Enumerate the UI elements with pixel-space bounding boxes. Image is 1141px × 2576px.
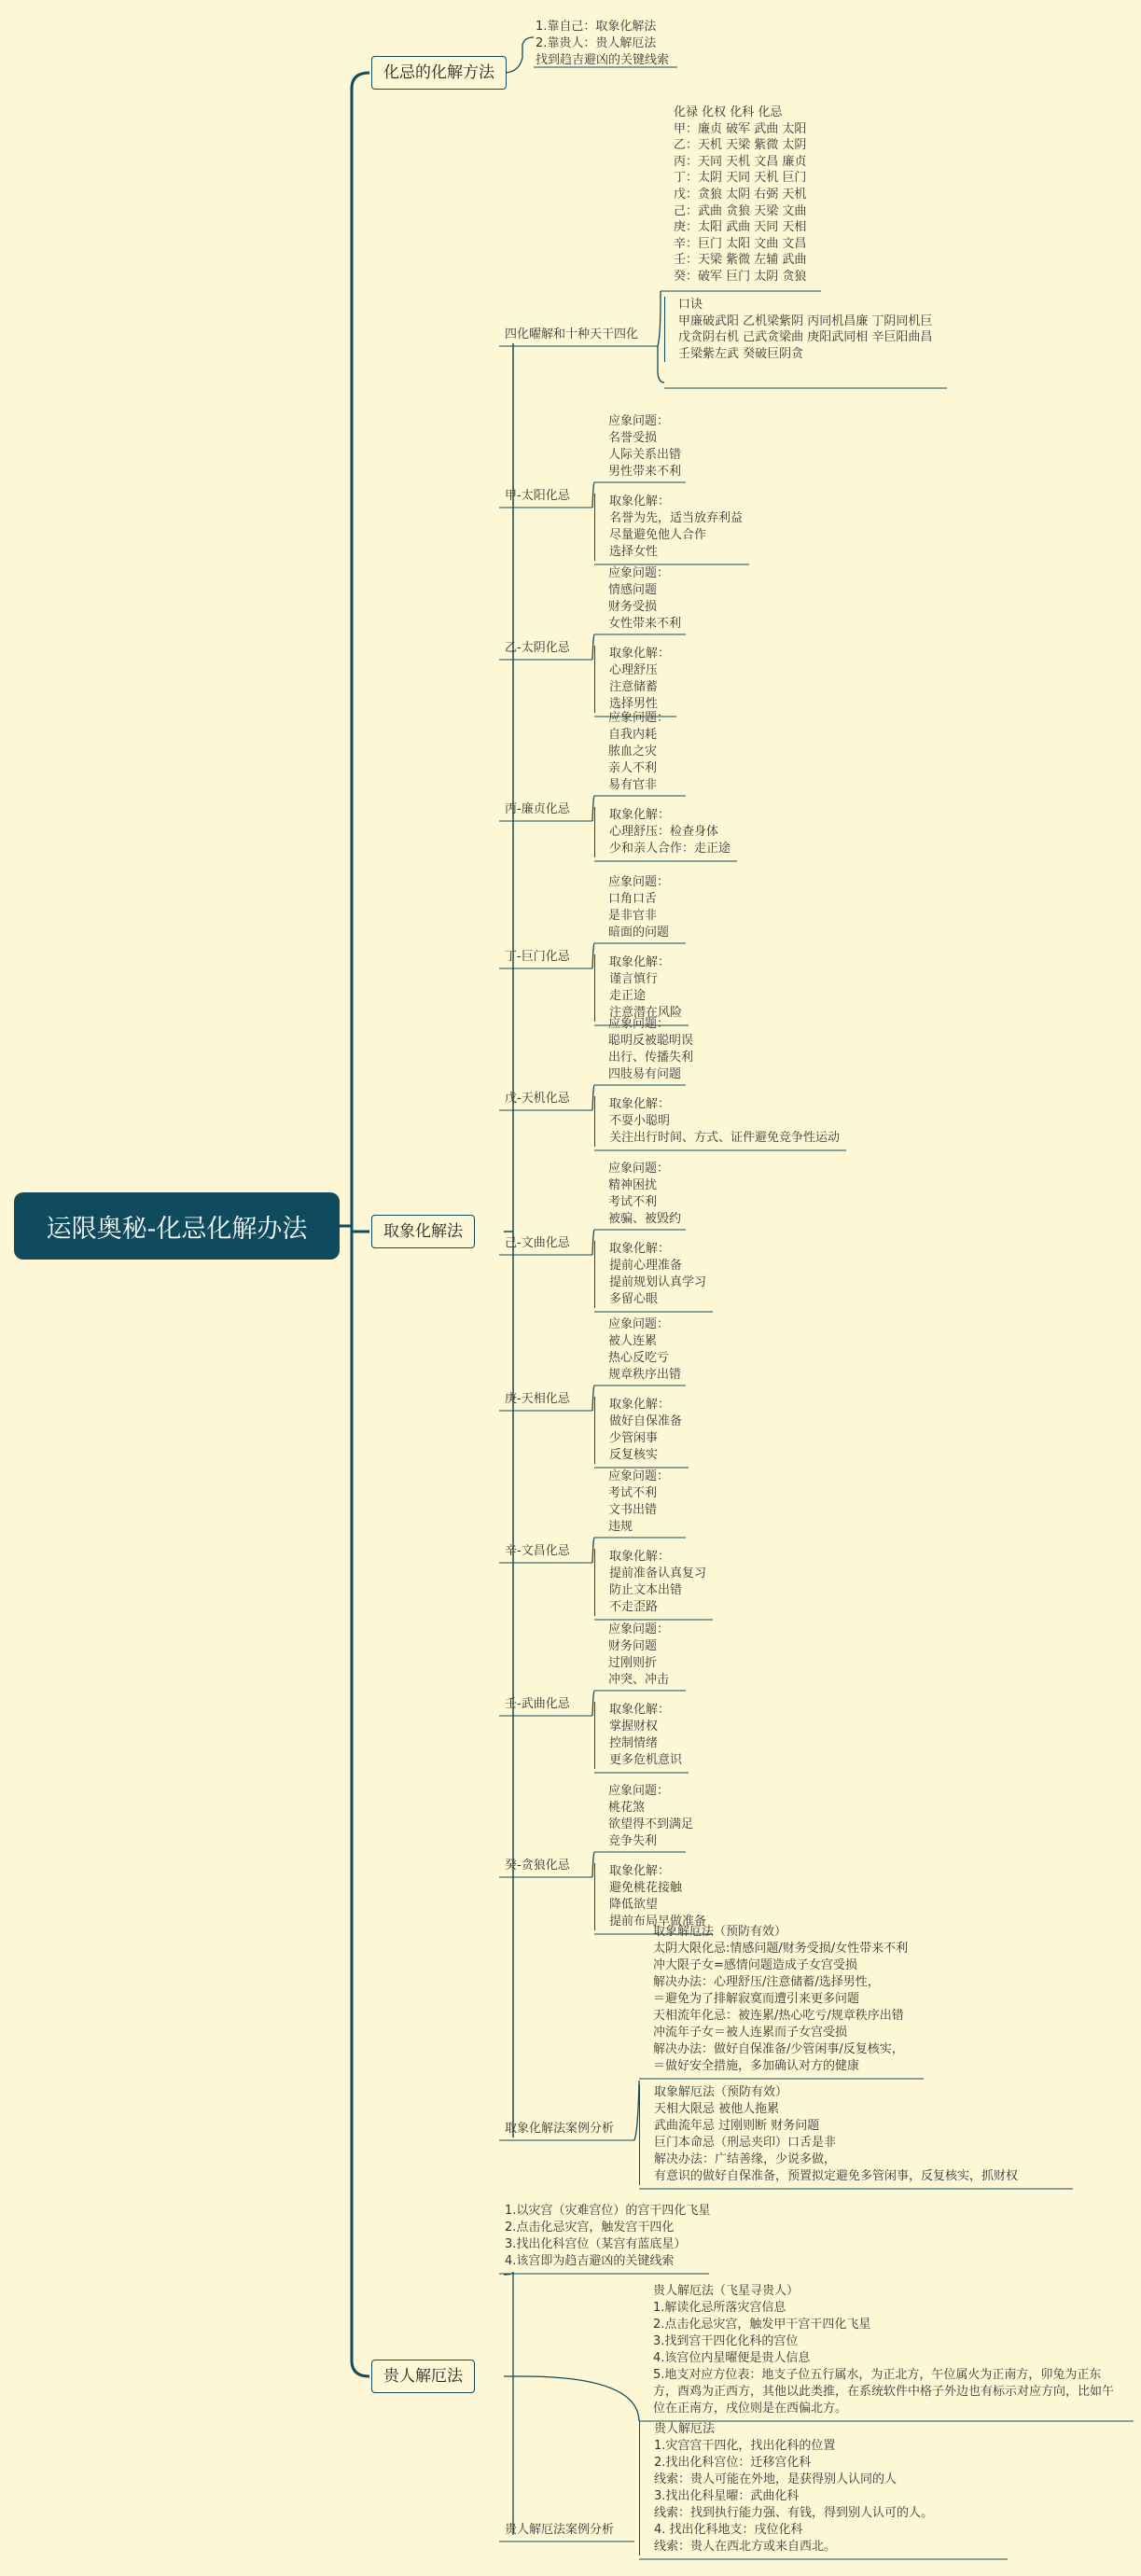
stem-problems-1-line: 情感问题 <box>608 583 658 597</box>
guiren-case-line: 4. 找出化科地支：戌位化科 <box>654 2523 803 2537</box>
connector-line <box>658 291 661 346</box>
guiren-method-line: 5.地支对应方位表：地支子位五行属水，为正北方，午位属火为正南方，卯兔为正东 <box>653 2368 1102 2382</box>
stem-solutions-6-line: 少管闲事 <box>609 1431 659 1445</box>
stem-problems-6[interactable] <box>608 1316 681 1384</box>
stem-problems-7[interactable] <box>608 1469 669 1536</box>
quxiang-case1-line: ＝避免为了排解寂寞而遭引来更多问题 <box>653 1992 860 2006</box>
sihua-table-line: 戊：贪狼 太阴 右弼 天机 <box>674 187 807 202</box>
stem-topic-8[interactable]: 壬-武曲化忌 <box>505 1697 570 1711</box>
guiren-case[interactable] <box>639 2421 933 2555</box>
stem-problems-9-line: 欲望得不到满足 <box>608 1817 694 1831</box>
stem-problems-4-line: 应象问题： <box>608 1017 670 1031</box>
quxiang-case1-line: ＝做好安全措施，多加确认对方的健康 <box>653 2059 860 2073</box>
stem-problems-1-line: 女性带来不利 <box>608 617 682 631</box>
quxiang-case1-line: 取象解厄法（预防有效） <box>653 1925 787 1939</box>
stem-topic-7[interactable]: 辛-文昌化忌 <box>505 1544 570 1558</box>
branch-quxiang-method[interactable]: 取象化解法 <box>371 1215 475 1248</box>
sihua-table-line: 癸：破军 巨门 太阴 贪狼 <box>674 269 807 284</box>
branch-huaji-method[interactable]: 化忌的化解方法 <box>371 56 507 90</box>
connector-line <box>513 2376 639 2421</box>
stem-solutions-6-line: 反复核实 <box>609 1448 659 1462</box>
stem-solutions-7-line: 不走歪路 <box>609 1600 659 1614</box>
stem-problems-8[interactable] <box>608 1622 669 1689</box>
stem-solutions-6-line: 取象化解： <box>609 1398 671 1412</box>
stem-problems-6-line: 被人连累 <box>608 1334 658 1348</box>
sihua-table-line: 壬：天梁 紫微 左辅 武曲 <box>674 253 807 268</box>
branch-guiren-method[interactable]: 贵人解厄法 <box>371 2360 475 2393</box>
stem-problems-6-line: 应象问题： <box>608 1317 670 1331</box>
stem-solutions-3-line: 走正途 <box>609 989 647 1003</box>
sihua-table-line: 甲：廉贞 破军 武曲 太阳 <box>674 121 807 136</box>
stem-problems-7-line: 考试不利 <box>608 1486 658 1500</box>
stem-solutions-1-line: 取象化解： <box>609 647 671 661</box>
stem-solutions-3-line: 谨言慎行 <box>609 972 659 986</box>
stem-problems-9-line: 竞争失利 <box>608 1834 658 1848</box>
guiren-case-line: 3.找出化科星曜：武曲化科 <box>654 2489 800 2503</box>
huaji-note[interactable] <box>536 19 669 69</box>
root-topic[interactable]: 运限奥秘-化忌化解办法 <box>14 1192 340 1260</box>
stem-topic-4[interactable]: 戊-天机化忌 <box>505 1092 570 1106</box>
stem-problems-6-line: 规章秩序出错 <box>608 1368 682 1382</box>
quxiang-case-topic[interactable]: 取象化解法案例分析 <box>505 2122 615 2136</box>
stem-solutions-8-line: 控制情绪 <box>609 1736 659 1750</box>
quxiang-case2[interactable] <box>639 2084 1018 2185</box>
stem-topic-1[interactable]: 乙-太阴化忌 <box>505 641 570 655</box>
guiren-case-line: 线索：找到执行能力强、有钱，得到别人认可的人。 <box>654 2506 934 2520</box>
sihua-table-line: 庚：太阳 武曲 天同 天相 <box>674 220 807 235</box>
stem-problems-3-line: 暗面的问题 <box>608 926 670 940</box>
quxiang-case2-line: 巨门本命忌（刑忌夹印）口舌是非 <box>654 2136 837 2150</box>
connector-line <box>352 73 369 89</box>
sihua-table-line: 丙：天同 天机 文昌 廉贞 <box>674 154 807 169</box>
stem-solutions-9-line: 避免桃花接触 <box>609 1881 683 1895</box>
connector-line <box>504 2272 513 2376</box>
stem-solutions-5-line: 多留心眼 <box>609 1292 659 1306</box>
guiren-steps-line: 2.点击化忌灾宫，触发宫干四化 <box>505 2221 675 2235</box>
stem-problems-8-line: 财务问题 <box>608 1639 658 1653</box>
stem-problems-5-line: 被骗、被毁约 <box>608 1212 682 1226</box>
stem-solutions-2[interactable] <box>594 807 731 857</box>
sihua-table-line: 乙：天机 天梁 紫微 太阴 <box>674 138 807 153</box>
sihua-topic[interactable]: 四化曜解和十种天干四化 <box>505 327 639 341</box>
stem-problems-3-line: 应象问题： <box>608 875 670 889</box>
stem-solutions-8-line: 取象化解： <box>609 1703 671 1717</box>
stem-problems-4-line: 出行、传播失利 <box>608 1051 694 1065</box>
stem-problems-7-line: 文书出错 <box>608 1503 658 1517</box>
quxiang-case1-line: 冲流年子女＝被人连累而子女宫受损 <box>653 2026 848 2040</box>
stem-solutions-5-line: 提前心理准备 <box>609 1259 683 1273</box>
sihua-table-line: 己：武曲 贪狼 天梁 文曲 <box>674 203 807 218</box>
stem-solutions-2-line: 少和亲人合作：走正途 <box>609 842 731 856</box>
stem-solutions-0-line: 取象化解： <box>609 494 671 508</box>
stem-problems-9-line: 桃花煞 <box>608 1801 646 1815</box>
stem-problems-2-line: 易有官非 <box>608 778 658 792</box>
stem-solutions-8[interactable] <box>594 1702 682 1769</box>
quxiang-case1[interactable] <box>653 1924 908 2075</box>
stem-solutions-9[interactable] <box>594 1863 706 1930</box>
sihua-verse-line: 口诀 <box>678 298 703 312</box>
sihua-verse-line: 甲廉破武阳 乙机梁紫阴 丙同机昌廉 丁阴同机巨 <box>678 313 933 328</box>
stem-problems-0-line: 名誉受损 <box>608 431 658 445</box>
stem-problems-8-line: 应象问题： <box>608 1622 670 1636</box>
stem-solutions-2-line: 心理舒压：检查身体 <box>609 825 719 839</box>
quxiang-case2-line: 武曲流年忌 过刚则断 财务问题 <box>654 2119 820 2133</box>
stem-solutions-9-line: 取象化解： <box>609 1864 671 1878</box>
quxiang-case1-line: 解决办法：做好自保准备/少管闲事/反复核实， <box>653 2042 904 2056</box>
connector-line <box>504 37 534 73</box>
guiren-case-line: 线索：贵人在西北方或来自西北。 <box>654 2540 837 2554</box>
stem-solutions-0-line: 名誉为先，适当放弃利益 <box>609 511 744 525</box>
guiren-steps-line: 4.该宫即为趋吉避凶的关键线索 <box>505 2254 675 2268</box>
stem-solutions-1-line: 心理舒压 <box>609 663 659 677</box>
stem-topic-9[interactable]: 癸-贪狼化忌 <box>505 1859 570 1873</box>
stem-problems-6-line: 热心反吃亏 <box>608 1351 670 1365</box>
quxiang-case1-line: 解决办法：心理舒压/注意储蓄/选择男性， <box>653 1975 880 1989</box>
stem-problems-5-line: 应象问题： <box>608 1162 670 1176</box>
stem-problems-5-line: 精神困扰 <box>608 1178 658 1192</box>
stem-solutions-7-line: 防止文本出错 <box>609 1583 683 1597</box>
stem-topic-2[interactable]: 丙-廉贞化忌 <box>505 802 570 816</box>
stem-solutions-1[interactable] <box>594 646 670 713</box>
quxiang-case2-line: 解决办法：广结善缘，少说多做， <box>654 2152 837 2166</box>
stem-solutions-6[interactable] <box>594 1397 682 1464</box>
stem-problems-3[interactable] <box>608 874 669 941</box>
stem-solutions-4-line: 不耍小聪明 <box>609 1114 671 1128</box>
quxiang-case1-line: 太阴大限化忌:情感问题/财务受损/女性带来不利 <box>653 1942 909 1956</box>
stem-problems-5-line: 考试不利 <box>608 1195 658 1209</box>
stem-problems-4-line: 聪明反被聪明误 <box>608 1034 694 1048</box>
guiren-method-line: 2.点击化忌灾宫，触发甲干宫干四化飞星 <box>653 2318 871 2332</box>
guiren-method-line: 4.该宫位内星曜便是贵人信息 <box>653 2351 811 2365</box>
stem-solutions-4-line: 取象化解： <box>609 1097 671 1111</box>
guiren-case-line: 贵人解厄法 <box>654 2422 716 2436</box>
guiren-steps-line: 3.找出化科宫位（某宫有蓝底星） <box>505 2237 687 2251</box>
stem-solutions-0-line: 尽量避免他人合作 <box>609 528 707 542</box>
stem-problems-9[interactable] <box>608 1783 693 1850</box>
sihua-table[interactable] <box>674 104 806 285</box>
stem-problems-2[interactable] <box>608 710 669 794</box>
stem-problems-1-line: 财务受损 <box>608 600 658 614</box>
guiren-method-line: 贵人解厄法（飞星寻贵人） <box>653 2284 800 2298</box>
stem-problems-8-line: 过刚则折 <box>608 1656 658 1670</box>
stem-problems-1[interactable] <box>608 565 681 633</box>
stem-topic-0[interactable]: 甲-太阳化忌 <box>505 489 570 503</box>
stem-solutions-8-line: 更多危机意识 <box>609 1753 683 1767</box>
guiren-method[interactable] <box>653 2283 1114 2417</box>
stem-solutions-9-line: 降低欲望 <box>609 1898 659 1912</box>
stem-solutions-1-line: 选择男性 <box>609 697 659 711</box>
guiren-case-line: 1.灾宫宫干四化，找出化科的位置 <box>654 2439 836 2453</box>
stem-solutions-5-line: 取象化解： <box>609 1242 671 1256</box>
stem-solutions-4[interactable] <box>594 1096 840 1147</box>
guiren-method-line: 方，酉鸡为正西方，其他以此类推，在系统软件中格子外边也有标示对应方向，比如午 <box>653 2385 1115 2399</box>
quxiang-case1-line: 冲大限子女=感情问题造成子女宫受损 <box>653 1958 857 1972</box>
quxiang-case2-line: 有意识的做好自保准备，预置拟定避免多管闲事，反复核实，抓财权 <box>654 2169 1019 2183</box>
sihua-verse[interactable] <box>664 297 932 362</box>
connector-line <box>658 346 664 383</box>
quxiang-case2-line: 天相大限忌 被他人拖累 <box>654 2102 780 2116</box>
stem-solutions-4-line: 关注出行时间、方式、证件避免竞争性运动 <box>609 1131 841 1145</box>
stem-solutions-3-line: 取象化解： <box>609 955 671 969</box>
stem-topic-3[interactable]: 丁-巨门化忌 <box>505 950 570 964</box>
stem-topic-5[interactable]: 己-文曲化忌 <box>505 1236 570 1250</box>
huaji-note-line: 2.靠贵人：贵人解厄法 <box>536 36 657 50</box>
stem-solutions-3-line: 注意潜在风险 <box>609 1006 683 1020</box>
quxiang-case1-line: 天相流年化忌：被连累/热心吃亏/规章秩序出错 <box>653 2009 904 2023</box>
stem-solutions-6-line: 做好自保准备 <box>609 1414 683 1428</box>
stem-problems-7-line: 违规 <box>608 1520 633 1534</box>
stem-problems-4[interactable] <box>608 1016 693 1083</box>
sihua-table-line: 辛：巨门 太阳 文曲 文昌 <box>674 236 807 251</box>
guiren-case-topic[interactable]: 贵人解厄法案例分析 <box>505 2523 615 2537</box>
stem-solutions-7[interactable] <box>594 1549 706 1616</box>
stem-solutions-7-line: 取象化解： <box>609 1550 671 1564</box>
stem-problems-2-line: 自我内耗 <box>608 728 658 742</box>
stem-problems-9-line: 应象问题： <box>608 1784 670 1798</box>
stem-problems-8-line: 冲突、冲击 <box>608 1673 670 1687</box>
connector-line <box>352 2360 369 2376</box>
guiren-method-line: 位在正南方，戌位则是在西偏北方。 <box>653 2402 848 2416</box>
stem-problems-2-line: 应象问题： <box>608 711 670 725</box>
guiren-method-line: 1.解读化忌所落灾宫信息 <box>653 2301 786 2315</box>
stem-solutions-9-line: 提前布局早做准备 <box>609 1915 707 1929</box>
stem-problems-0[interactable] <box>608 413 681 480</box>
stem-solutions-0-line: 选择女性 <box>609 545 659 559</box>
stem-solutions-1-line: 注意储蓄 <box>609 680 659 694</box>
sihua-table-line: 丁：太阴 天同 天机 巨门 <box>674 171 807 186</box>
stem-problems-4-line: 四肢易有问题 <box>608 1067 682 1081</box>
stem-problems-2-line: 亲人不利 <box>608 761 658 775</box>
stem-problems-3-line: 是非官非 <box>608 909 658 923</box>
stem-problems-2-line: 脓血之灾 <box>608 745 658 759</box>
stem-solutions-5[interactable] <box>594 1241 706 1308</box>
sihua-table-line: 化禄 化权 化科 化忌 <box>674 105 783 119</box>
stem-solutions-7-line: 提前准备认真复习 <box>609 1566 707 1580</box>
stem-problems-5[interactable] <box>608 1161 681 1228</box>
guiren-steps-line: 1.以灾宫（灾难宫位）的宫干四化飞星 <box>505 2204 711 2218</box>
stem-problems-0-line: 男性带来不利 <box>608 465 682 479</box>
stem-solutions-3[interactable] <box>594 954 682 1022</box>
guiren-method-line: 3.找到宫干四化化科的宫位 <box>653 2334 799 2348</box>
guiren-case-line: 2.找出化科宫位：迁移宫化科 <box>654 2456 812 2470</box>
guiren-case-line: 线索：贵人可能在外地，是获得别人认同的人 <box>654 2472 897 2486</box>
stem-problems-1-line: 应象问题： <box>608 566 670 580</box>
stem-topic-6[interactable]: 庚-天相化忌 <box>505 1392 570 1406</box>
quxiang-case2-line: 取象解厄法（预防有效） <box>654 2085 788 2099</box>
stem-problems-3-line: 口角口舌 <box>608 892 658 906</box>
sihua-verse-line: 壬梁紫左武 癸破巨阴贪 <box>678 346 804 361</box>
stem-solutions-8-line: 掌握财权 <box>609 1720 659 1734</box>
guiren-steps[interactable] <box>505 2203 710 2270</box>
stem-solutions-0[interactable] <box>594 494 743 561</box>
huaji-note-line: 找到趋吉避凶的关键线索 <box>536 53 670 67</box>
stem-solutions-5-line: 提前规划认真学习 <box>609 1275 707 1289</box>
stem-solutions-2-line: 取象化解： <box>609 808 671 822</box>
stem-problems-0-line: 人际关系出错 <box>608 448 682 462</box>
stem-problems-7-line: 应象问题： <box>608 1469 670 1483</box>
sihua-verse-line: 戊贪阴右机 己武贪梁曲 庚阳武同相 辛巨阳曲昌 <box>678 330 933 345</box>
huaji-note-line: 1.靠自己：取象化解法 <box>536 20 657 34</box>
stem-problems-0-line: 应象问题： <box>608 414 670 428</box>
